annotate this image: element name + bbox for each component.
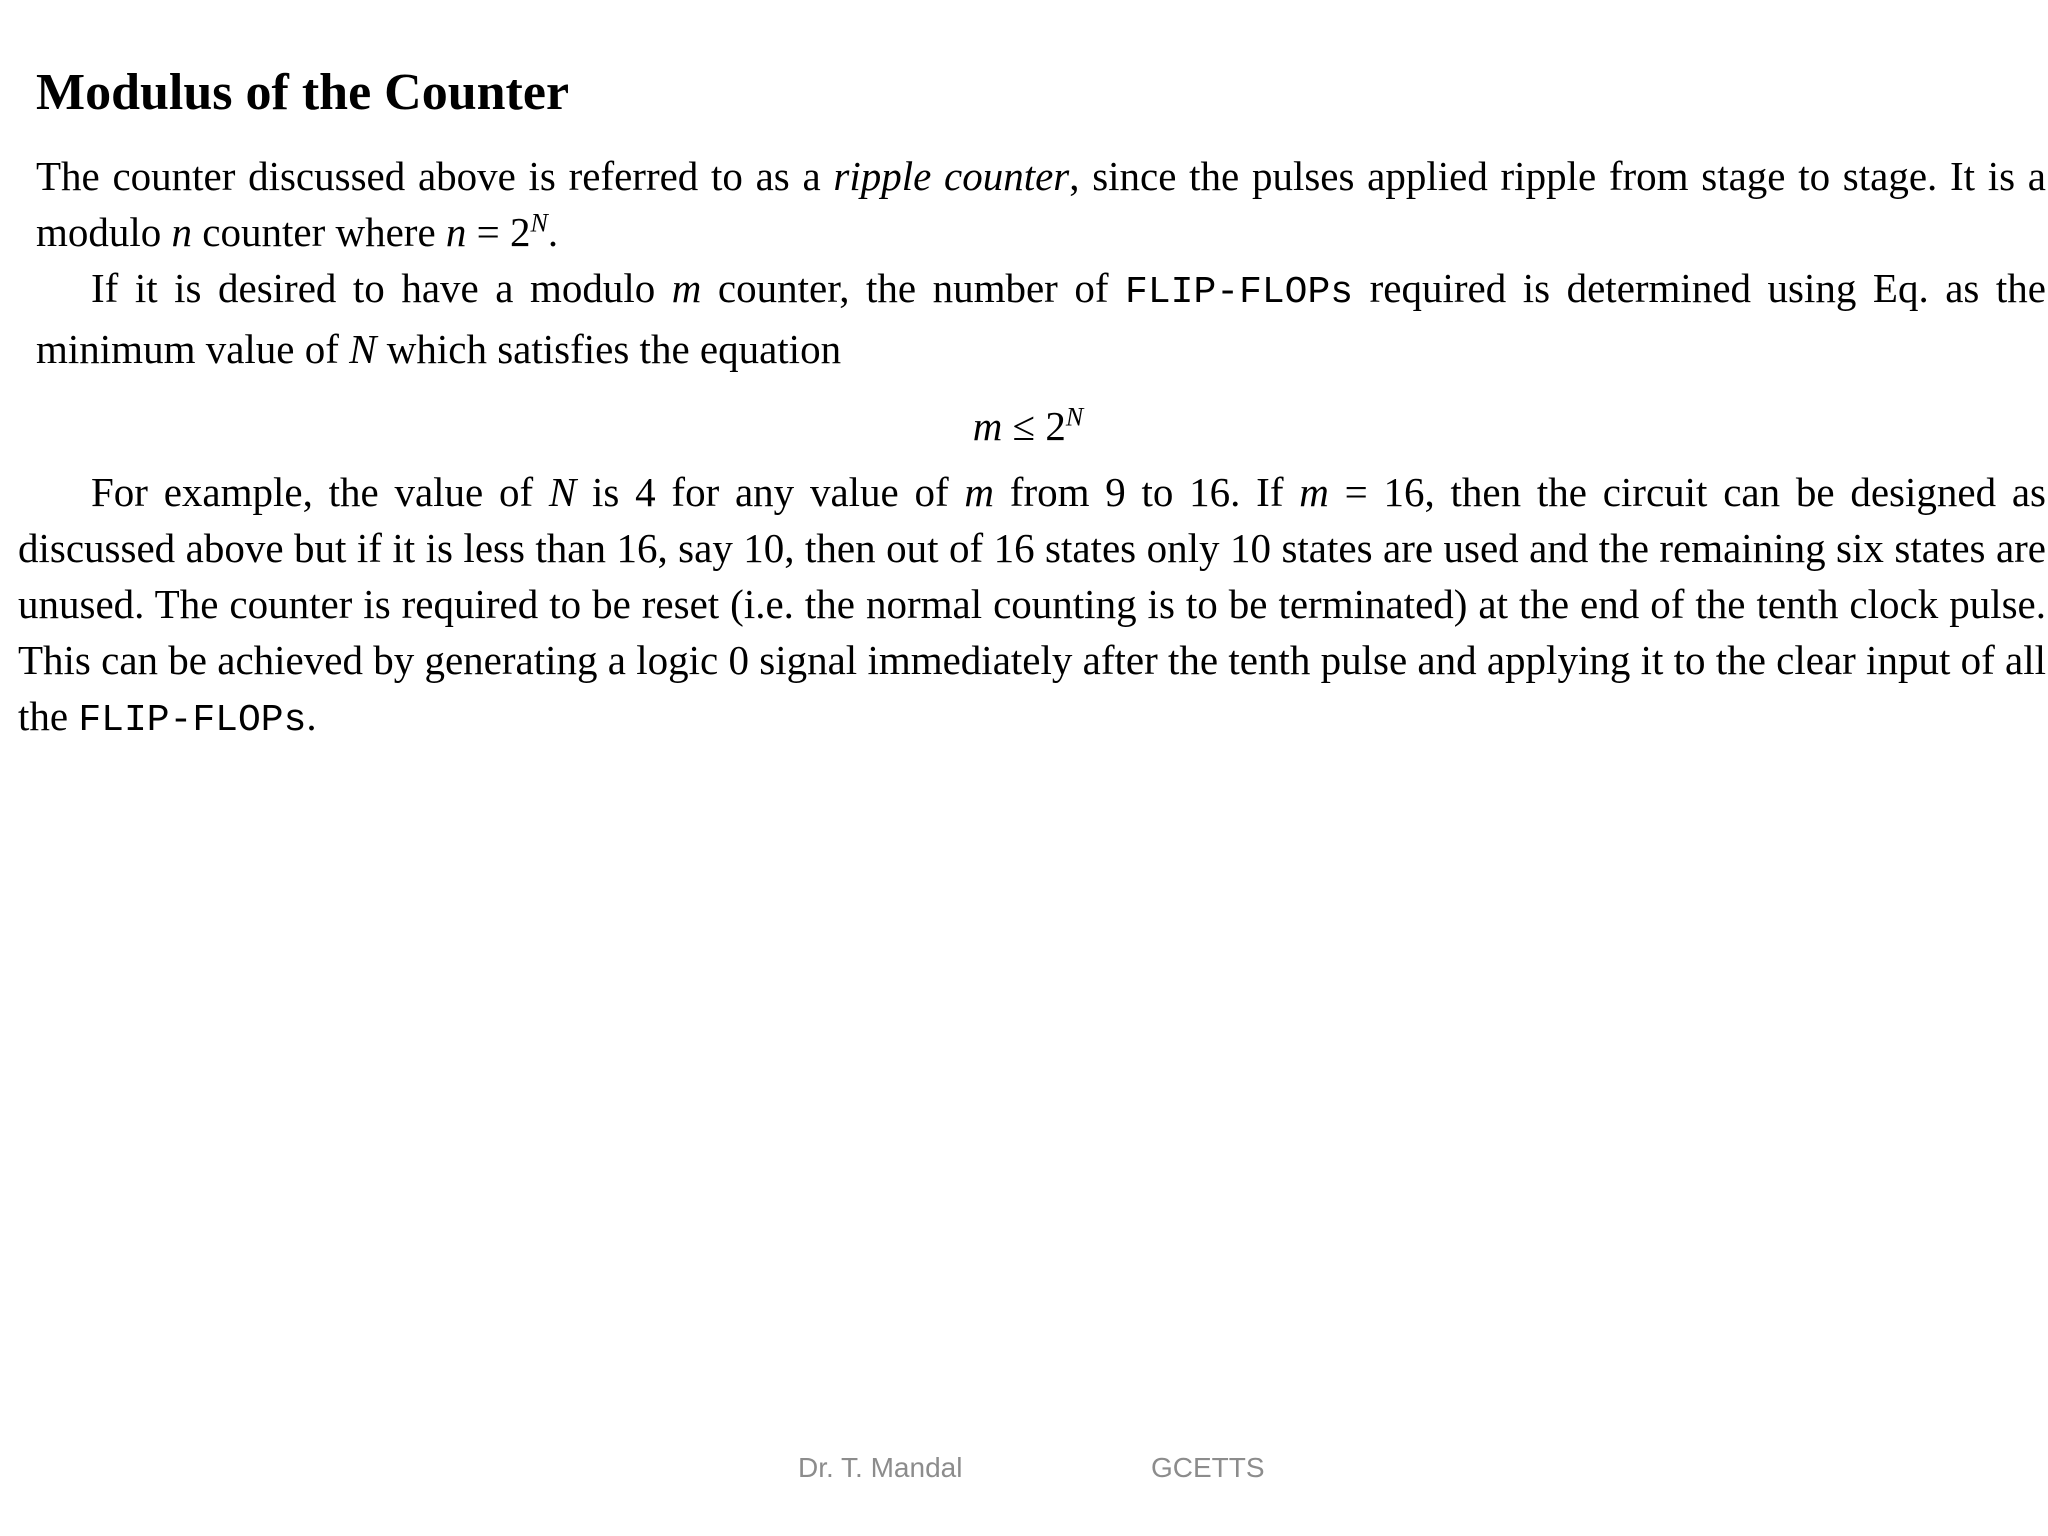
text-run: If it is desired to have a modulo bbox=[91, 265, 672, 311]
equation-relation: ≤ 2 bbox=[1002, 403, 1066, 449]
text-run: . bbox=[306, 693, 317, 739]
variable-N: N bbox=[548, 469, 577, 515]
footer-organization: GCETTS bbox=[1151, 1452, 1265, 1483]
page-title: Modulus of the Counter bbox=[36, 64, 570, 121]
text-run: counter, the number of bbox=[701, 265, 1126, 311]
variable-m: m bbox=[671, 265, 702, 311]
paragraph-modulo-m bbox=[36, 260, 2046, 377]
equation-lhs: m bbox=[972, 403, 1003, 449]
equation-exponent: N bbox=[1065, 402, 1084, 432]
term-flip-flops: FLIP-FLOPs bbox=[78, 699, 307, 742]
exponent-N: N bbox=[530, 208, 548, 238]
variable-m: m bbox=[1299, 469, 1329, 515]
text-run: The counter discussed above is referred to as a bbox=[36, 153, 834, 199]
text-run: from 9 to 16. If bbox=[994, 469, 1300, 515]
text-run: which satisfies the equation bbox=[376, 326, 842, 372]
text-run: , since the pulses applied ripple from stage to stage. It is a modulo bbox=[36, 153, 2046, 255]
paragraph-ripple-counter bbox=[36, 148, 2046, 260]
text-run: . bbox=[547, 209, 559, 255]
paragraph-example bbox=[18, 464, 2046, 749]
text-run: = 16, then the circuit can be designed as discussed above but if it is less than 16, say 10, then out of 16 states only 10 states are used and the remaining six states are unused. The counter is required to be reset (i.e. the normal counting is to be terminated) at the end of the tenth clock pulse. This can be achieved by generating a logic 0 signal immediately after the tenth pulse and applying it to the clear input of all the bbox=[18, 469, 2046, 739]
footer-author: Dr. T. Mandal bbox=[798, 1452, 963, 1483]
equation bbox=[0, 398, 2048, 454]
term-flip-flops: FLIP-FLOPs bbox=[1125, 271, 1354, 314]
text-run: = 2 bbox=[466, 209, 531, 255]
text-run: required is determined using Eq. as the minimum value of bbox=[36, 265, 2046, 372]
variable-m: m bbox=[964, 469, 995, 515]
variable-n: n bbox=[445, 209, 467, 255]
text-run: For example, the value of bbox=[91, 469, 549, 515]
variable-n: n bbox=[171, 209, 193, 255]
term-ripple-counter: ripple counter bbox=[833, 153, 1070, 199]
variable-N: N bbox=[349, 326, 377, 372]
text-run: is 4 for any value of bbox=[576, 469, 965, 515]
text-run: counter where bbox=[192, 209, 446, 255]
